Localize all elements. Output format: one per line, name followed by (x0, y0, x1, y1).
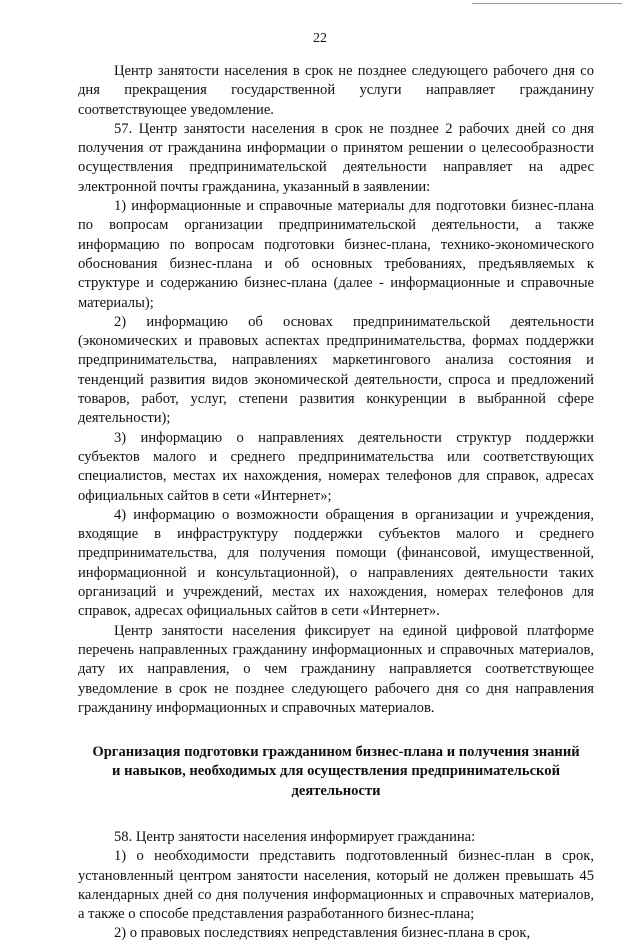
paragraph: 57. Центр занятости населения в срок не позднее 2 рабочих дней со дня получения от гражданина информации о принятом решении о целесообразности осуществления предпринимательской деятельности направляет на адрес электронной почты гражданина, указанный в заявлении: (78, 120, 594, 195)
paragraph: 58. Центр занятости населения информирует гражданина: (114, 828, 476, 845)
paragraph: 1) информационные и справочные материалы для подготовки бизнес-плана по вопросам организации предпринимательской деятельности, а также информацию по вопросам подготовки бизнес-плана, технико-экономического обоснования бизнес-плана и об основных требованиях, предъявляемых к структуре и содержанию бизнес-плана (далее - информационные и справочные материалы); (78, 198, 594, 311)
paragraph: 1) о необходимости представить подготовленный бизнес-план в срок, установленный центром занятости населения, который не должен превышать 45 календарных дней со дня получения информационных и справочных материалов, а также о способе представления разработанного бизнес-плана; (78, 848, 594, 923)
paragraph: 3) информацию о направлениях деятельности структур поддержки субъектов малого и среднего предпринимательства или соответствующих специалистов, местах их нахождения, номерах телефонов для справок, адресах официальных сайтов в сети «Интернет»; (78, 429, 594, 504)
section-heading-line: и навыков, необходимых для осуществления предпринимательской (112, 763, 560, 780)
paragraph: 4) информацию о возможности обращения в организации и учреждения, входящие в инфраструктуру поддержки субъектов малого и среднего предпринимательства, для получения помощи (финансовой, имущественной, информационной и консультационной), о направлениях деятельности таких организаций и учреждений, местах их нахождения, номерах телефонов для справок, адресах официальных сайтов в сети «Интернет». (78, 506, 594, 620)
page-number: 22 (313, 31, 327, 46)
section-heading-line: деятельности (291, 782, 381, 799)
paragraph: 2) информацию об основах предпринимательской деятельности (экономических и правовых аспектах предпринимательства, формах поддержки предпринимательства, направлениях маркетингового анализа состояния и тенденций развития видов экономической деятельности, спроса и предложений товаров, работ, услуг, степени развития конкуренции в выбранной сфере деятельности); (78, 313, 594, 427)
paragraph: Центр занятости населения фиксирует на единой цифровой платформе перечень направленных гражданину информационных и справочных материалов, дату их направления, о чем гражданину направляется соответствующее уведомление в срок не позднее следующего рабочего дня со дня направления гражданину информационных и справочных материалов. (78, 622, 594, 716)
document-body (78, 62, 594, 944)
paragraph: Центр занятости населения в срок не позднее следующего рабочего дня со дня прекращения государственной услуги направляет гражданину соответствующее уведомление. (78, 63, 594, 118)
section-heading-line: Организация подготовки гражданином бизнес-плана и получения знаний (92, 744, 580, 761)
section-heading (78, 743, 594, 801)
top-rule (472, 3, 622, 4)
paragraph: 2) о правовых последствиях непредставления бизнес-плана в срок, (114, 925, 531, 942)
